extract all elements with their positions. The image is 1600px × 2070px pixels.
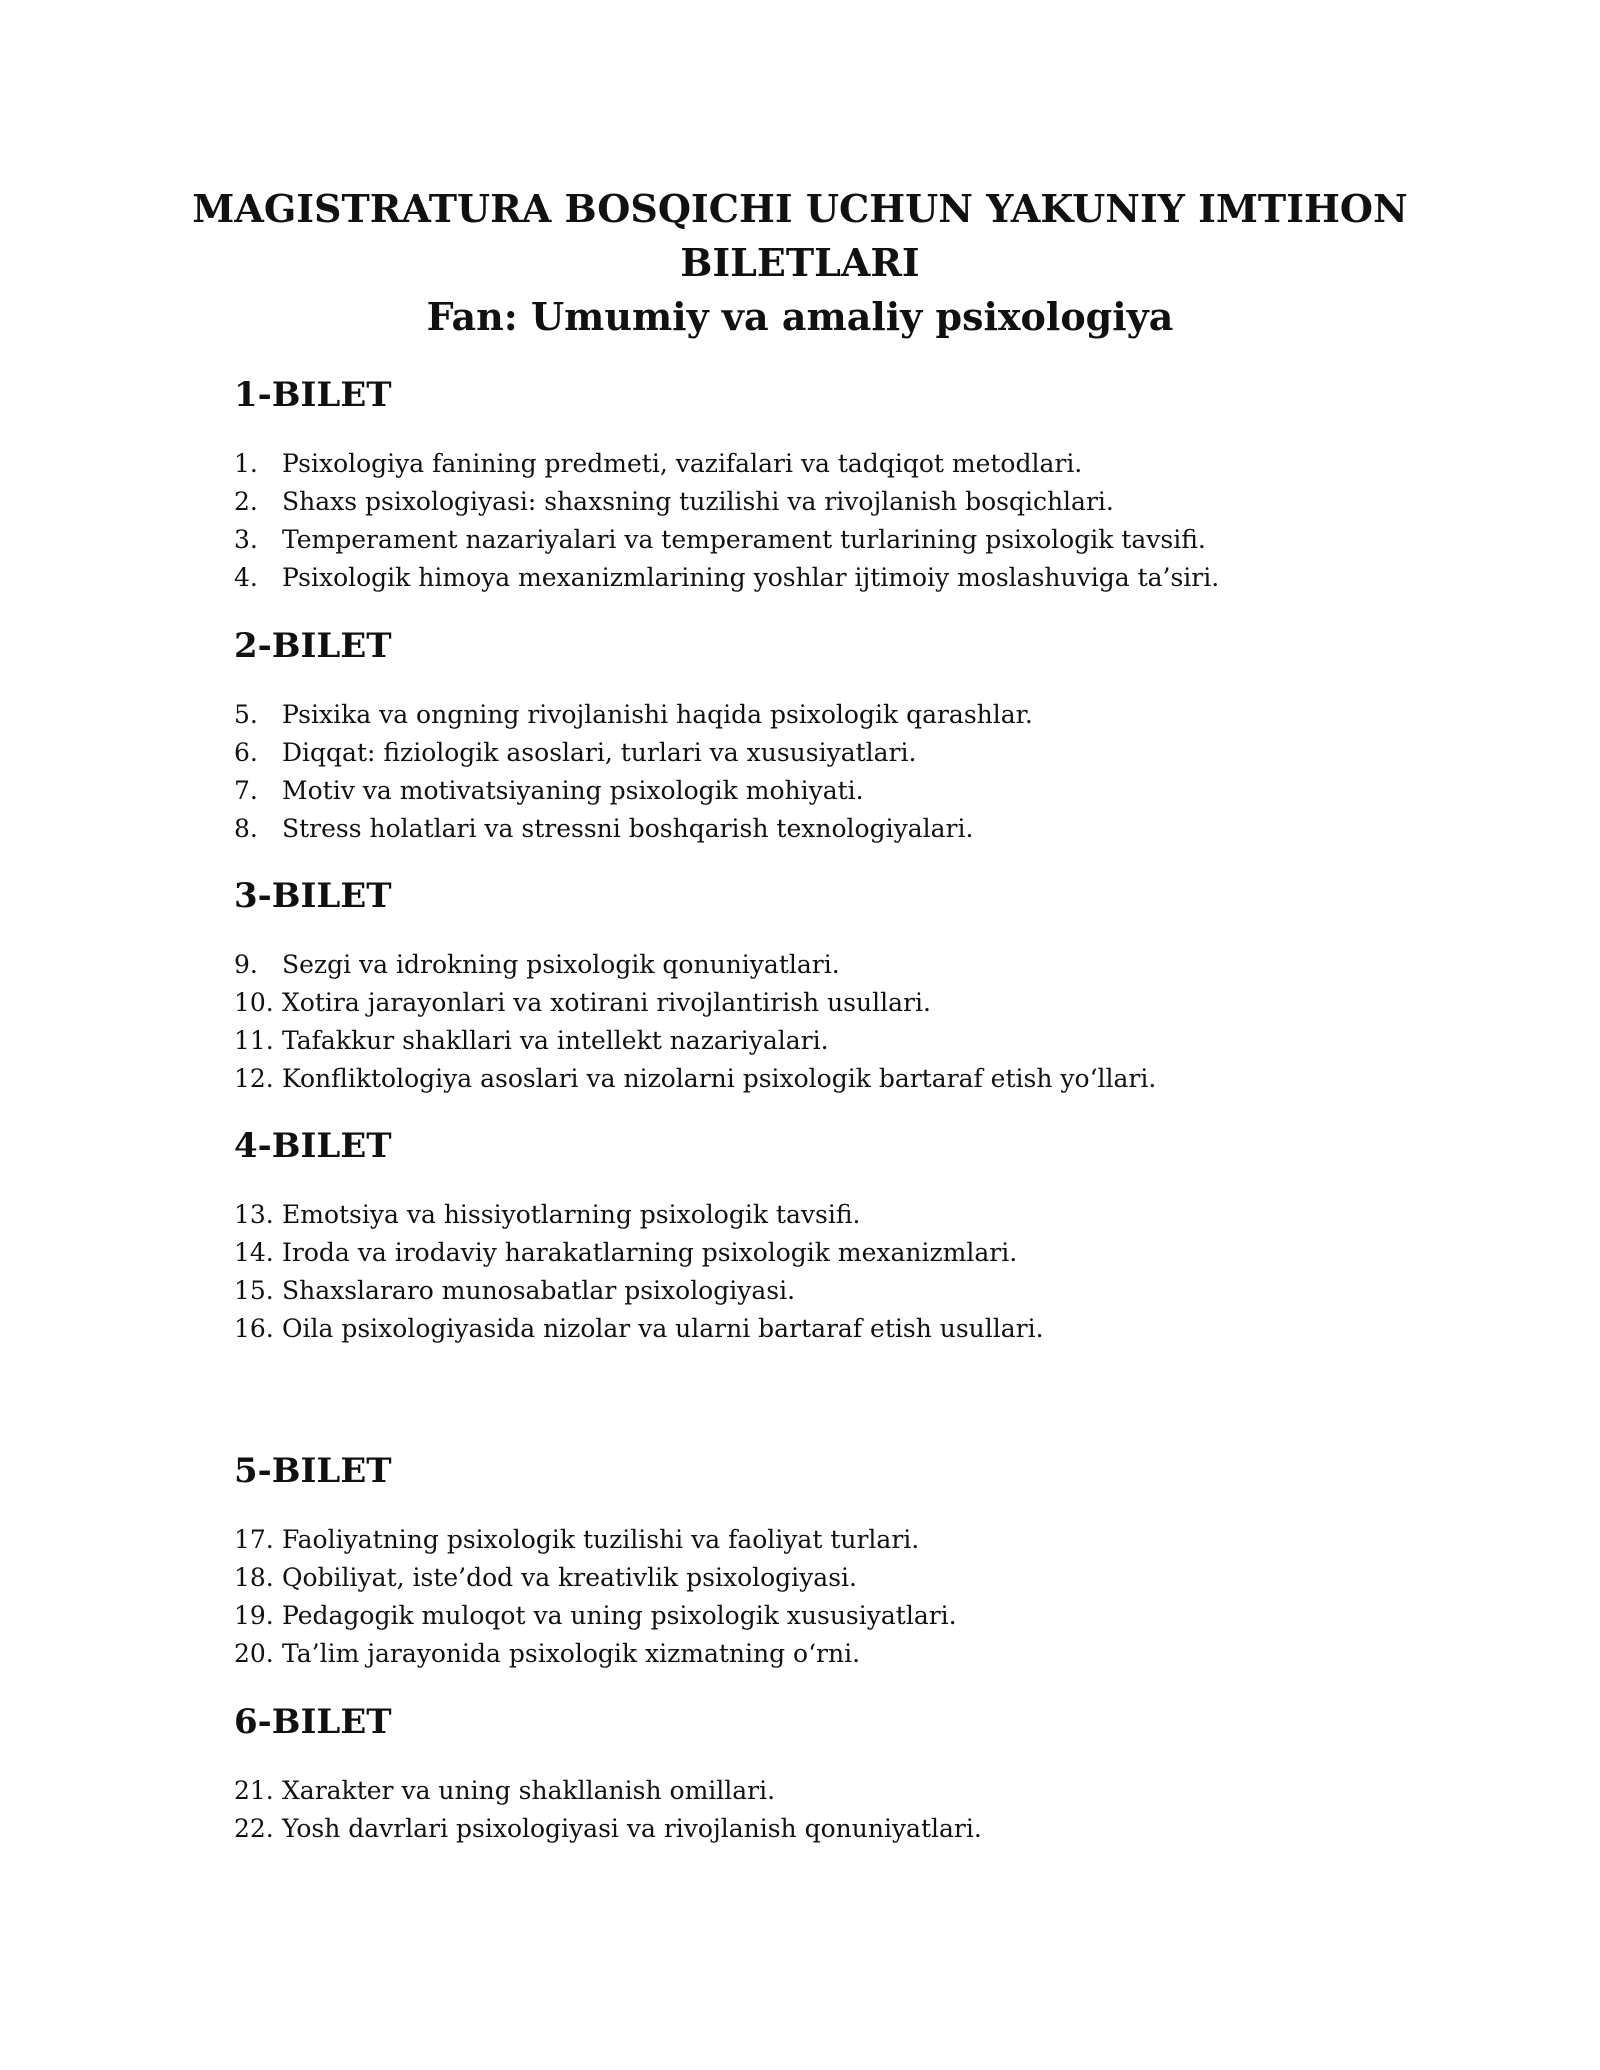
question-list xyxy=(234,696,1434,848)
question-number: 1. xyxy=(234,449,258,478)
question-number: 16. xyxy=(234,1314,274,1343)
question-list xyxy=(234,445,1434,597)
question-text: Xotira jarayonlari va xotirani rivojlantirish usullari. xyxy=(282,988,931,1017)
question-text: Shaxs psixologiyasi: shaxsning tuzilishi va rivojlanish bosqichlari. xyxy=(282,487,1114,516)
question-text: Motiv va motivatsiyaning psixologik mohiyati. xyxy=(282,776,864,805)
question-item xyxy=(234,1521,1434,1559)
question-item xyxy=(234,521,1434,559)
question-number: 21. xyxy=(234,1776,274,1805)
question-item xyxy=(234,445,1434,483)
question-number: 3. xyxy=(234,525,258,554)
question-item xyxy=(234,1810,1434,1848)
question-item xyxy=(234,946,1434,984)
question-number: 6. xyxy=(234,738,258,767)
question-text: Stress holatlari va stressni boshqarish texnologiyalari. xyxy=(282,814,974,843)
question-item xyxy=(234,772,1434,810)
question-list xyxy=(234,1521,1434,1673)
question-text: Konfliktologiya asoslari va nizolarni psixologik bartaraf etish yo‘llari. xyxy=(282,1064,1157,1093)
question-text: Faoliyatning psixologik tuzilishi va faoliyat turlari. xyxy=(282,1525,920,1554)
question-list xyxy=(234,1196,1434,1348)
question-number: 8. xyxy=(234,814,258,843)
question-item xyxy=(234,483,1434,521)
question-number: 18. xyxy=(234,1563,274,1592)
question-text: Iroda va irodaviy harakatlarning psixologik mexanizmlari. xyxy=(282,1238,1018,1267)
question-item xyxy=(234,810,1434,848)
question-text: Psixologiya fanining predmeti, vazifalari va tadqiqot metodlari. xyxy=(282,449,1083,478)
question-item xyxy=(234,1772,1434,1810)
question-text: Sezgi va idrokning psixologik qonuniyatlari. xyxy=(282,950,840,979)
question-item xyxy=(234,1559,1434,1597)
question-item xyxy=(234,984,1434,1022)
question-text: Psixologik himoya mexanizmlarining yoshlar ijtimoiy moslashuviga ta’siri. xyxy=(282,563,1220,592)
question-text: Diqqat: fiziologik asoslari, turlari va xususiyatlari. xyxy=(282,738,917,767)
ticket-heading: 1-BILET xyxy=(234,375,392,415)
ticket-section-6 xyxy=(234,1702,1434,1848)
question-item xyxy=(234,1597,1434,1635)
question-text: Psixika va ongning rivojlanishi haqida psixologik qarashlar. xyxy=(282,700,1033,729)
question-item xyxy=(234,1234,1434,1272)
question-number: 9. xyxy=(234,950,258,979)
question-number: 12. xyxy=(234,1064,274,1093)
question-list xyxy=(234,1772,1434,1848)
question-text: Shaxslararo munosabatlar psixologiyasi. xyxy=(282,1276,796,1305)
question-number: 20. xyxy=(234,1639,274,1668)
ticket-heading: 5-BILET xyxy=(234,1451,392,1491)
question-text: Xarakter va uning shakllanish omillari. xyxy=(282,1776,776,1805)
question-item xyxy=(234,1196,1434,1234)
question-text: Pedagogik muloqot va uning psixologik xususiyatlari. xyxy=(282,1601,957,1630)
question-number: 2. xyxy=(234,487,258,516)
question-number: 5. xyxy=(234,700,258,729)
question-text: Oila psixologiyasida nizolar va ularni bartaraf etish usullari. xyxy=(282,1314,1044,1343)
question-text: Qobiliyat, iste’dod va kreativlik psixologiyasi. xyxy=(282,1563,857,1592)
question-number: 19. xyxy=(234,1601,274,1630)
question-text: Ta’lim jarayonida psixologik xizmatning o‘rni. xyxy=(282,1639,861,1668)
ticket-heading: 6-BILET xyxy=(234,1702,392,1742)
question-item xyxy=(234,1272,1434,1310)
question-text: Emotsiya va hissiyotlarning psixologik tavsifi. xyxy=(282,1200,861,1229)
question-item xyxy=(234,1635,1434,1673)
question-text: Tafakkur shakllari va intellekt nazariyalari. xyxy=(282,1026,829,1055)
ticket-heading: 4-BILET xyxy=(234,1126,392,1166)
question-text: Temperament nazariyalari va temperament turlarining psixologik tavsifi. xyxy=(282,525,1206,554)
question-number: 7. xyxy=(234,776,258,805)
question-number: 4. xyxy=(234,563,258,592)
question-item xyxy=(234,1310,1434,1348)
question-item xyxy=(234,696,1434,734)
question-number: 10. xyxy=(234,988,274,1017)
ticket-heading: 2-BILET xyxy=(234,626,392,666)
question-item xyxy=(234,734,1434,772)
title-line-2: BILETLARI xyxy=(680,240,920,285)
ticket-section-3 xyxy=(234,876,1434,1098)
ticket-section-5 xyxy=(234,1451,1434,1673)
ticket-section-2 xyxy=(234,626,1434,848)
question-item xyxy=(234,559,1434,597)
question-number: 13. xyxy=(234,1200,274,1229)
ticket-section-4 xyxy=(234,1126,1434,1348)
title-line-1: MAGISTRATURA BOSQICHI UCHUN YAKUNIY IMTIHON xyxy=(192,186,1408,231)
question-number: 11. xyxy=(234,1026,274,1055)
question-number: 17. xyxy=(234,1525,274,1554)
question-number: 15. xyxy=(234,1276,274,1305)
ticket-section-1 xyxy=(234,375,1434,597)
ticket-heading: 3-BILET xyxy=(234,876,392,916)
subject-line: Fan: Umumiy va amaliy psixologiya xyxy=(426,294,1174,339)
document-title xyxy=(0,182,1600,344)
question-text: Yosh davrlari psixologiyasi va rivojlanish qonuniyatlari. xyxy=(282,1814,982,1843)
question-item xyxy=(234,1060,1434,1098)
question-number: 22. xyxy=(234,1814,274,1843)
question-number: 14. xyxy=(234,1238,274,1267)
question-item xyxy=(234,1022,1434,1060)
question-list xyxy=(234,946,1434,1098)
